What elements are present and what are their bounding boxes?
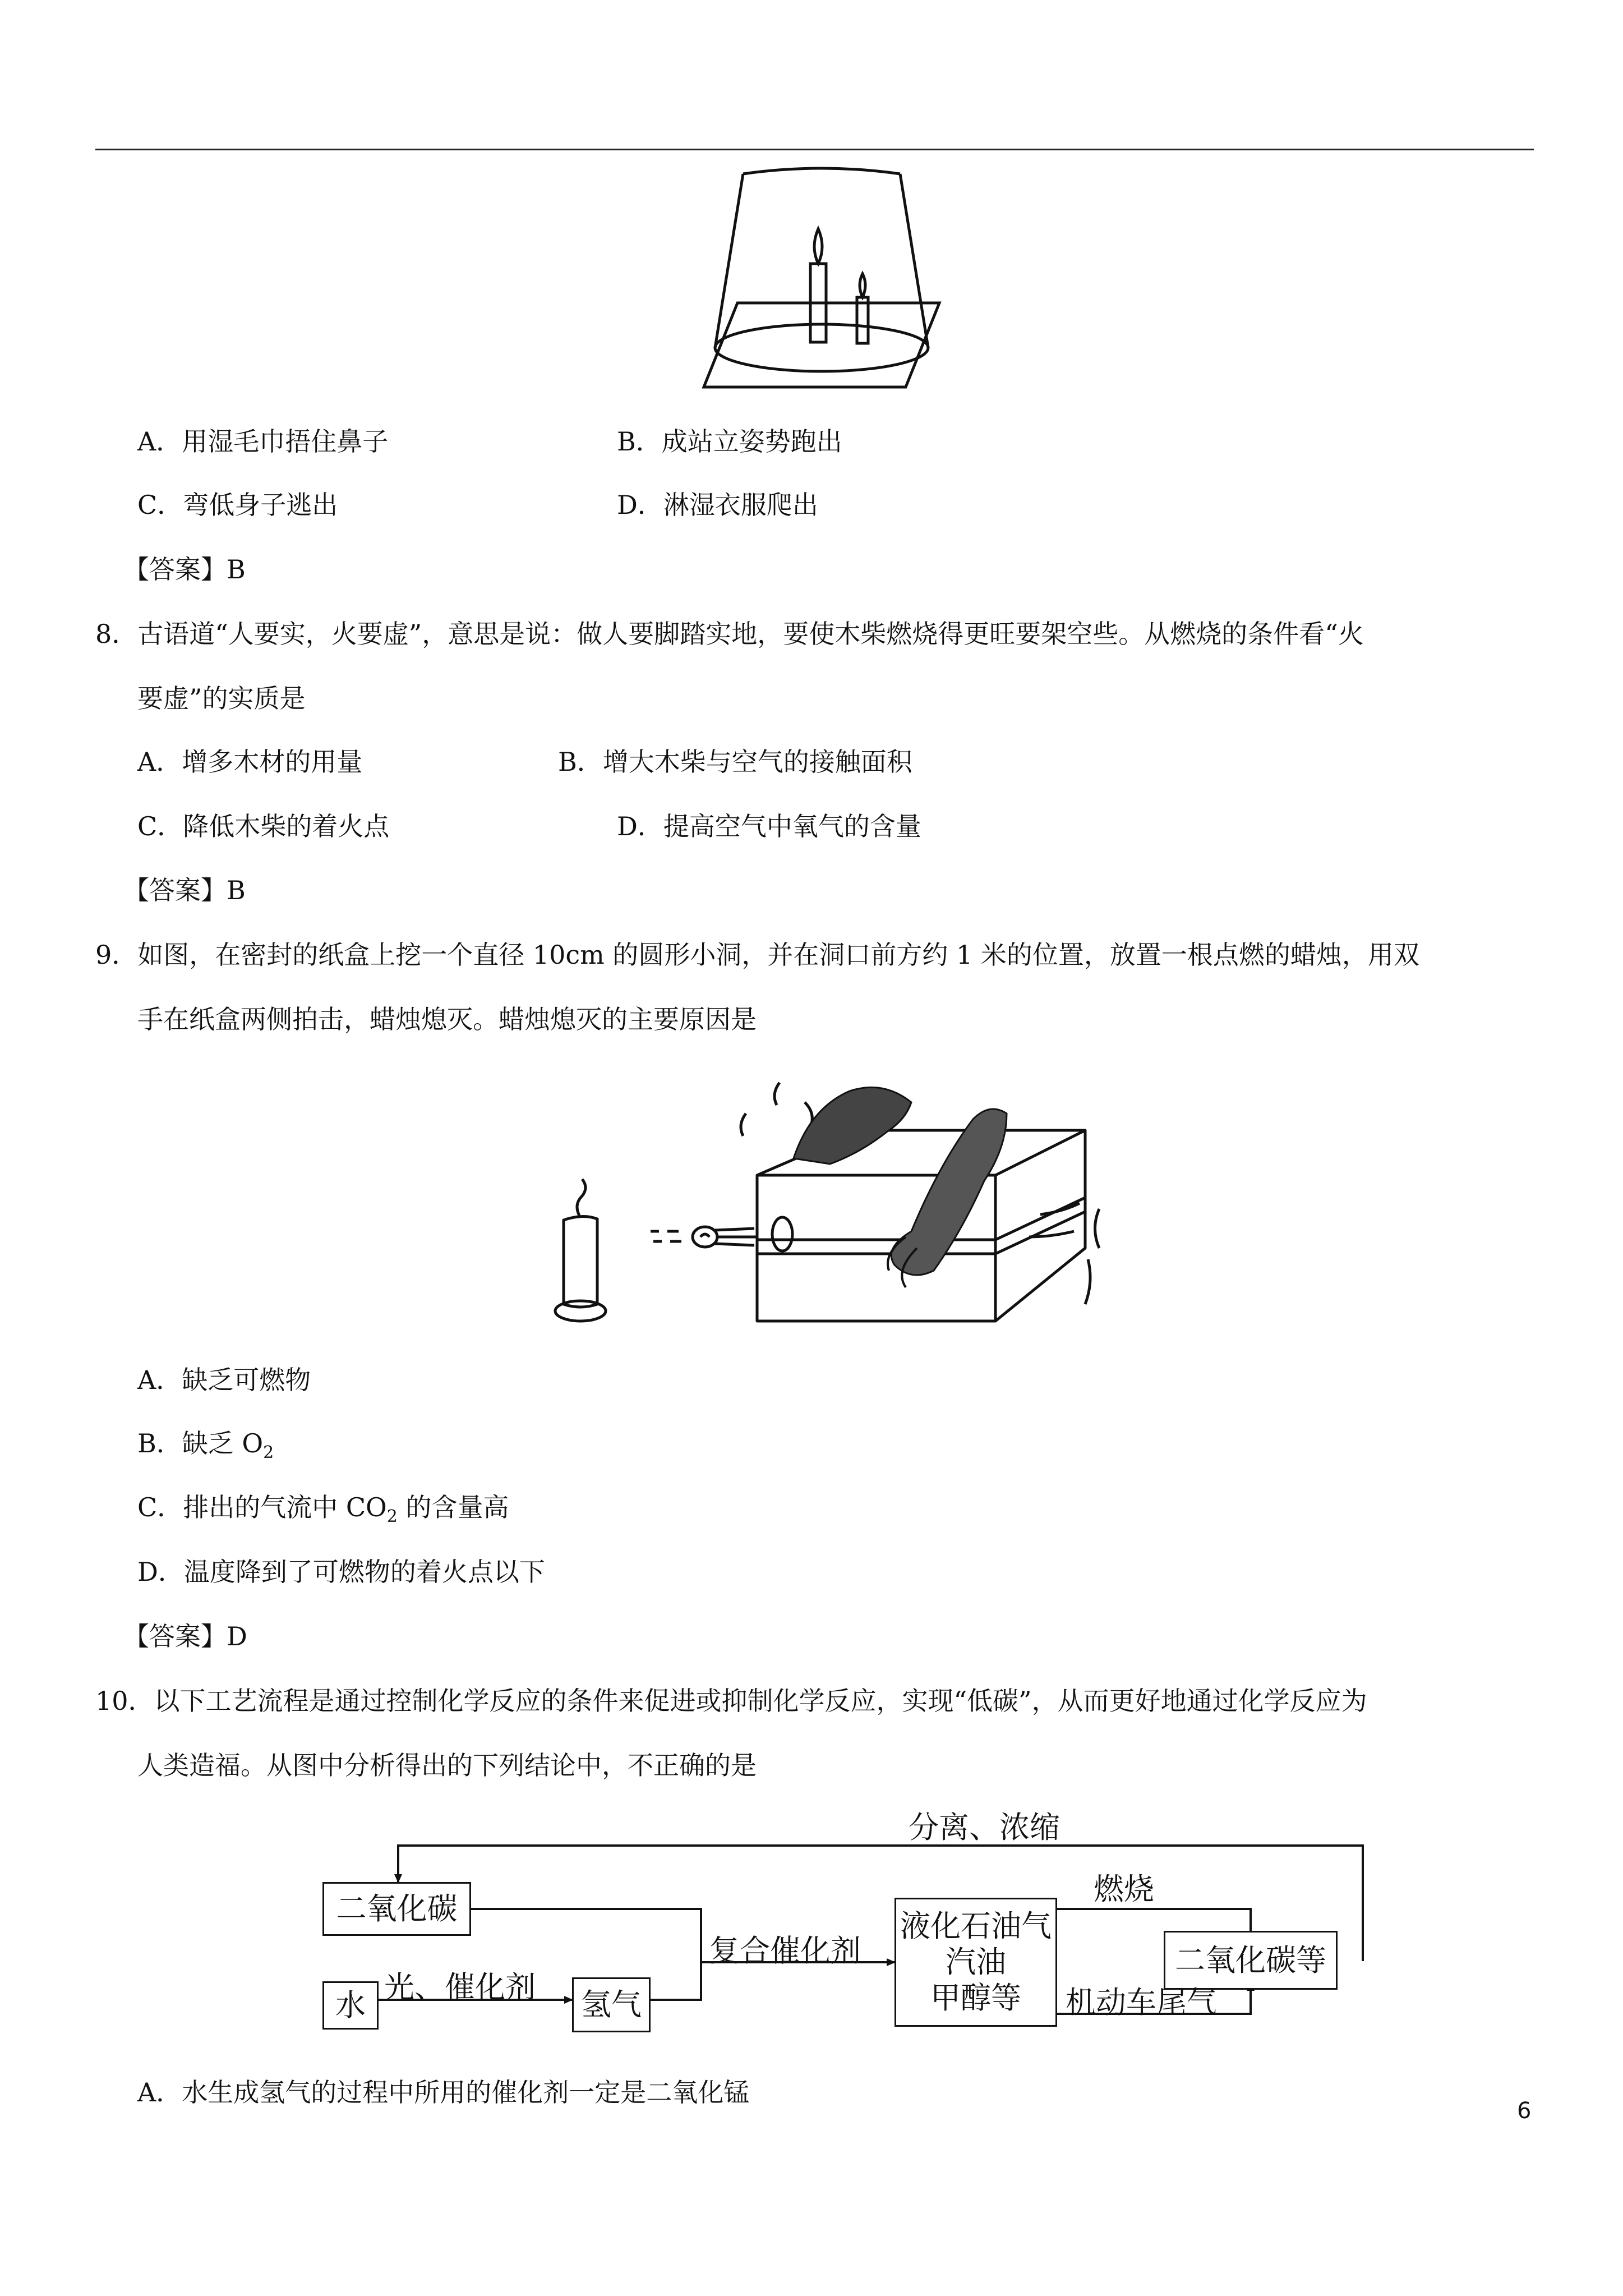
- co2-etc-box: 二氧化碳等: [1164, 1931, 1338, 1990]
- products-box: [895, 1898, 1057, 2027]
- label-burn: 燃烧: [1094, 1871, 1154, 1907]
- q7-option-c: C．弯低身子逃出: [137, 490, 338, 520]
- q9-question-line1: 9．如图，在密封的纸盒上挖一个直径 10cm 的圆形小洞，并在洞口前方约 1 米的位置，放置一根点燃的蜡烛，用双: [95, 940, 1419, 970]
- q10-option-a: A．水生成氢气的过程中所用的催化剂一定是二氧化锰: [137, 2077, 750, 2108]
- q9-option-b: B．缺乏 $O_2$: [137, 1428, 274, 1462]
- candle-box-figure: [547, 1069, 1108, 1332]
- label-separate-concentrate: 分离、浓缩: [909, 1810, 1060, 1845]
- header-rule: [95, 149, 1534, 150]
- q8-question-line1: 8．古语道“人要实，火要虚”，意思是说：做人要脚踏实地，要使木柴燃烧得更旺要架空些。从燃烧的条件看“火: [95, 619, 1364, 649]
- product-lpg: 液化石油气: [900, 1908, 1052, 1944]
- q9-question-line2: 手在纸盒两侧拍击，蜡烛熄灭。蜡烛熄灭的主要原因是: [137, 1004, 757, 1034]
- candles-under-glass-figure: [681, 163, 951, 393]
- q10-question-line2: 人类造福。从图中分析得出的下列结论中，不正确的是: [137, 1750, 757, 1780]
- q10-question-line1: 10．以下工艺流程是通过控制化学反应的条件来促进或抑制化学反应，实现“低碳”，从而更好地通过化学反应为: [95, 1686, 1367, 1716]
- hydrogen-box: 氢气: [572, 1977, 651, 2032]
- q8-option-c: C．降低木柴的着火点: [137, 811, 390, 841]
- q9-answer: 【答案】D: [123, 1621, 247, 1651]
- label-light-catalyst: 光、催化剂: [384, 1970, 536, 2005]
- water-box: 水: [322, 1981, 379, 2030]
- q9-option-a: A．缺乏可燃物: [137, 1365, 311, 1395]
- q7-answer: 【答案】B: [123, 554, 246, 585]
- label-vehicle-exhaust: 机动车尾气: [1066, 1985, 1217, 2020]
- q9-option-c: C．排出的气流中 $CO_2$ 的含量高: [137, 1492, 509, 1526]
- q7-option-b: B．成站立姿势跑出: [617, 426, 842, 457]
- product-gasoline: 汽油: [946, 1944, 1006, 1980]
- q8-question-line2: 要虚”的实质是: [137, 683, 306, 714]
- q9-option-d: D．温度降到了可燃物的着火点以下: [137, 1557, 545, 1587]
- product-methanol: 甲醇等: [930, 1980, 1021, 2016]
- q8-option-d: D．提高空气中氧气的含量: [617, 811, 921, 841]
- q7-option-a: A．用湿毛巾捂住鼻子: [137, 426, 389, 457]
- q7-option-d: D．淋湿衣服爬出: [617, 490, 818, 520]
- page-number: 6: [1517, 2098, 1532, 2124]
- q8-answer: 【答案】B: [123, 875, 246, 905]
- co2-box: 二氧化碳: [322, 1882, 471, 1936]
- q8-option-a: A．增多木材的用量: [137, 747, 363, 777]
- q8-option-b: B．增大木柴与空气的接触面积: [558, 747, 912, 777]
- label-composite-catalyst: 复合催化剂: [709, 1933, 861, 1968]
